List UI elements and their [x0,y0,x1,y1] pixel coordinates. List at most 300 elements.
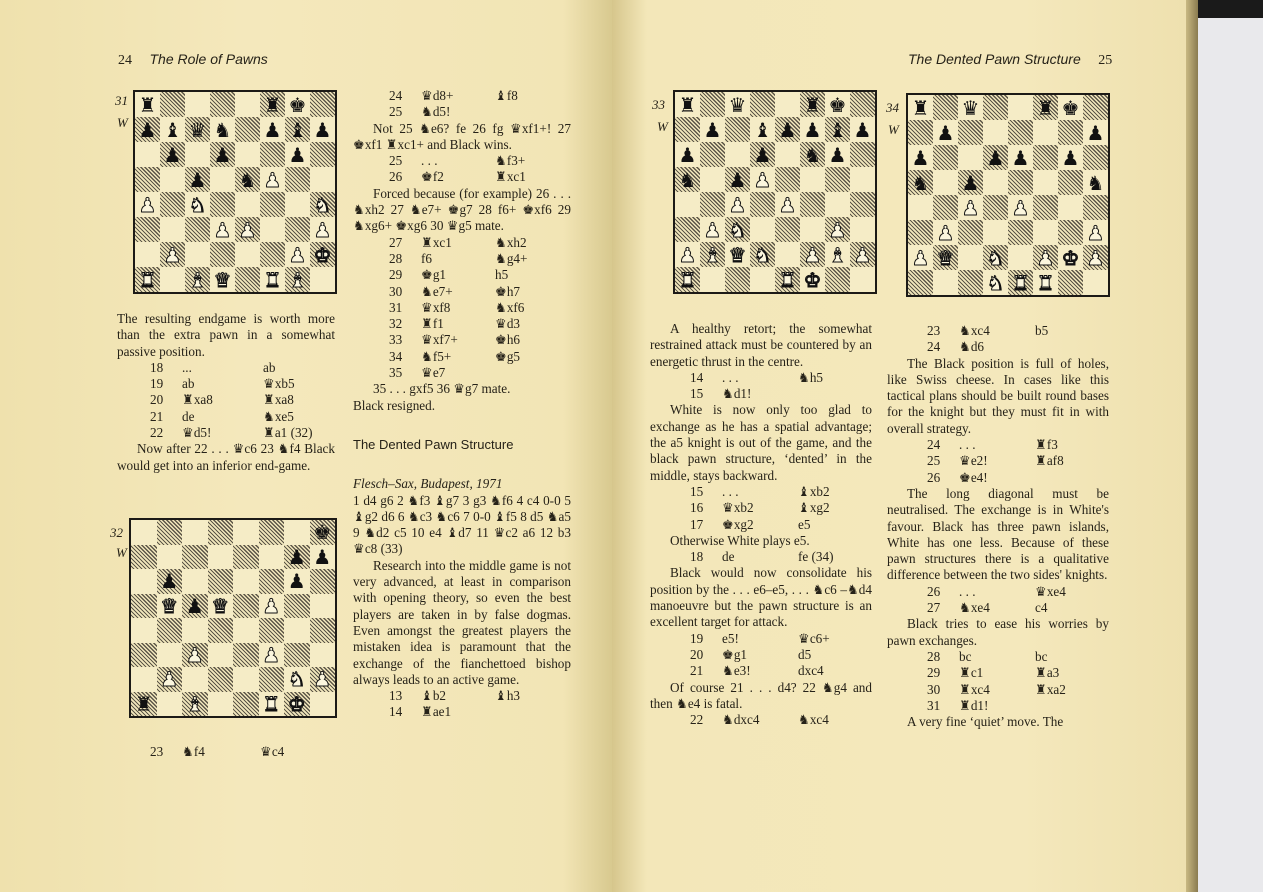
move-list [650,712,872,728]
board-square [310,520,336,545]
white-move: de [722,549,735,565]
move-row [887,649,1109,665]
move-number: 25 [389,104,403,120]
black-pawn-icon: ♟ [185,593,204,618]
board-square [233,520,259,545]
paragraph: The long diagonal must be neutralised. The exchange is in White's favour. Black has three pawn islands, White has one less. Because of these pawn structures there is a qualitative difference between the two sides' knights. [887,485,1109,583]
board-square [259,569,285,594]
board-square [700,92,725,117]
move-number: 32 [389,316,403,332]
black-move: ♛xe4 [1035,583,1066,599]
board-square [259,692,285,717]
black-pawn-icon: ♟ [803,117,822,142]
board-square [1008,270,1033,295]
move-number: 24 [927,339,941,355]
paragraph: 35 . . . gxf5 36 ♛g7 mate. [373,381,511,397]
running-title: The Dented Pawn Structure [908,51,1081,67]
black-move: h5 [495,267,509,283]
black-rook-icon: ♜ [138,92,157,117]
board-square [157,594,183,619]
board-square [259,545,285,570]
black-rook-icon: ♜ [678,92,697,117]
board-square [1058,145,1083,170]
move-number: 30 [389,283,403,299]
chess-board [129,518,337,718]
board-square [700,167,725,192]
white-bishop-icon: ♝ [828,242,847,267]
board-square [285,92,310,117]
white-move: . . . [421,153,438,169]
board-square [260,267,285,292]
move-number: 14 [690,369,704,385]
board-square [259,643,285,668]
board-square [775,192,800,217]
white-move: ♚f2 [421,169,444,185]
board-square [725,117,750,142]
white-knight-icon: ♞ [986,245,1005,270]
black-move: ♝f8 [495,88,518,103]
move-list [650,370,872,403]
board-square [235,142,260,167]
move-number: 28 [389,250,403,266]
board-square [1083,195,1108,220]
black-bishop-icon: ♝ [288,117,307,142]
board-square [933,95,958,120]
white-pawn-icon: ♟ [160,667,179,692]
black-knight-icon: ♞ [911,170,930,195]
board-square [210,167,235,192]
board-square [259,520,285,545]
black-pawn-icon: ♟ [678,142,697,167]
black-move: ♜xa2 [1035,681,1066,697]
diagram-34 [884,93,1114,298]
board-square [310,667,336,692]
board-square [825,92,850,117]
game-header: Flesch–Sax, Budapest, 1971 [353,476,503,492]
board-square [260,242,285,267]
board-square [700,217,725,242]
side-to-move: W [116,545,127,560]
white-pawn-icon: ♟ [778,192,797,217]
board-square [933,195,958,220]
white-knight-icon: ♞ [188,192,207,217]
left-header [118,51,268,69]
page-number: 24 [118,53,132,68]
board-square [825,192,850,217]
white-move: ♛xf7+ [421,332,458,348]
board-square [284,618,310,643]
board-square [825,242,850,267]
move-number: 27 [927,600,941,616]
paragraph: Forced because (for example) 26 . . . ♞xh2 27 ♞e7+ ♚g7 28 f6+ ♚xf6 29 ♞xg6+ ♚xg6 30 ♛g5 mate. [353,185,571,234]
move-row [353,688,571,704]
black-pawn-icon: ♟ [911,145,930,170]
board-square [1008,120,1033,145]
board-square [310,217,335,242]
board-square [157,692,183,717]
move-row [353,284,571,300]
board-square [700,242,725,267]
move-number: 23 [927,323,941,338]
white-move: bc [959,648,972,664]
move-row [887,470,1109,486]
board-square [233,667,259,692]
white-move: ♞dxc4 [722,712,760,728]
board-square [260,192,285,217]
board-square [259,594,285,619]
board-square [983,170,1008,195]
board-square [750,117,775,142]
board-square [182,618,208,643]
white-king-icon: ♚ [287,691,306,716]
black-king-icon: ♚ [313,520,332,545]
move-row [353,104,571,120]
white-knight-icon: ♞ [986,270,1005,295]
board-square [210,242,235,267]
black-knight-icon: ♞ [1086,170,1105,195]
board-square [182,643,208,668]
board-square [131,643,157,668]
board-square [983,195,1008,220]
move-row [353,169,571,185]
board-square [933,245,958,270]
move-row [650,631,872,647]
board-square [800,142,825,167]
black-knight-icon: ♞ [213,117,232,142]
board-square [310,569,336,594]
white-knight-icon: ♞ [287,667,306,692]
board-square [1008,95,1033,120]
board-square [208,569,234,594]
board-square [285,167,310,192]
white-pawn-icon: ♟ [1011,195,1030,220]
white-move: ♜xc1 [421,234,452,250]
move-list [887,649,1109,714]
chess-board [906,93,1110,297]
board-square [825,117,850,142]
diagram-number: 33 [652,97,665,112]
move-row [887,698,1109,714]
move-number: 29 [927,665,941,681]
black-pawn-icon: ♟ [160,569,179,594]
black-move: fe (34) [798,549,834,565]
left-column-1 [117,311,335,474]
white-move: ab [182,376,195,392]
board-square [157,667,183,692]
move-number: 26 [927,583,941,599]
move-number: 31 [389,299,403,315]
board-square [775,142,800,167]
move-list [353,235,571,382]
move-row [353,153,571,169]
board-square [233,643,259,668]
board-square [825,167,850,192]
black-move: ♞g4+ [495,250,528,266]
board-square [850,242,875,267]
board-square [908,220,933,245]
board-square [850,92,875,117]
board-square [235,117,260,142]
black-pawn-icon: ♟ [313,117,332,142]
black-queen-icon: ♛ [188,117,207,142]
white-king-icon: ♚ [313,242,332,267]
move-number: 24 [389,88,403,103]
board-square [725,192,750,217]
page-edge [1186,0,1198,892]
section-heading: The Dented Pawn Structure [353,436,514,452]
board-square [131,520,157,545]
move-list [353,153,571,186]
move-number: 28 [927,648,941,664]
board-square [131,569,157,594]
white-move: . . . [722,483,739,499]
board-square [1033,220,1058,245]
black-bishop-icon: ♝ [828,117,847,142]
move-row [353,704,571,720]
board-square [958,95,983,120]
board-square [983,120,1008,145]
white-move: ♞e3! [722,663,751,679]
black-move: ♜xc1 [495,169,526,185]
board-square [310,618,336,643]
move-row [887,600,1109,616]
black-pawn-icon: ♟ [961,170,980,195]
white-king-icon: ♚ [1061,245,1080,270]
board-square [825,142,850,167]
board-square [675,217,700,242]
board-square [983,270,1008,295]
move-row [353,332,571,348]
white-queen-icon: ♛ [160,593,179,618]
black-rook-icon: ♜ [134,691,153,716]
board-square [285,192,310,217]
board-square [160,92,185,117]
black-move: bc [1035,648,1048,664]
board-square [1008,170,1033,195]
board-square [310,267,335,292]
board-square [135,117,160,142]
board-square [775,242,800,267]
board-square [182,594,208,619]
board-square [933,120,958,145]
move-number: 15 [690,483,704,499]
white-queen-icon: ♛ [211,593,230,618]
board-square [235,267,260,292]
board-square [1008,220,1033,245]
board-square [185,92,210,117]
move-number: 22 [150,425,164,441]
board-square [310,192,335,217]
diagram-number: 34 [886,100,899,115]
board-square [235,167,260,192]
board-square [233,692,259,717]
board-square [284,545,310,570]
board-square [157,618,183,643]
black-move: ♝h3 [495,688,521,704]
board-square [310,117,335,142]
white-pawn-icon: ♟ [313,217,332,242]
chess-board [133,90,337,294]
board-square [958,270,983,295]
move-row [117,409,335,425]
move-number: 22 [690,712,704,728]
move-number: 20 [690,646,704,662]
board-square [775,92,800,117]
board-square [210,92,235,117]
white-pawn-icon: ♟ [961,195,980,220]
white-pawn-icon: ♟ [678,242,697,267]
white-move: ♞xc4 [959,323,990,338]
black-bishop-icon: ♝ [753,117,772,142]
black-move: ♜f3 [1035,437,1058,453]
move-number: 21 [690,663,704,679]
board-square [1033,270,1058,295]
white-move: ♞xe4 [959,600,990,616]
move-list [887,323,1109,356]
move-row [353,365,571,381]
board-square [310,692,336,717]
board-square [208,692,234,717]
board-square [725,267,750,292]
board-square [160,167,185,192]
game-moves: 1 d4 g6 2 ♞f3 ♝g7 3 g3 ♞f6 4 c4 0-0 5 ♝g2 d6 6 ♞c3 ♞c6 7 0-0 ♝f5 8 d5 ♞a5 9 ♞d2 c5 10 e4 ♝d7 11 ♛c2 a6 12 b3 ♛c8 (33) [353,492,571,557]
background [1198,0,1263,892]
board-square [750,192,775,217]
board-square [750,217,775,242]
board-square [675,167,700,192]
board-square [259,667,285,692]
board-square [210,117,235,142]
board-square [235,92,260,117]
move-number: 27 [389,234,403,250]
board-square [185,267,210,292]
black-move: ♛d3 [495,316,521,332]
board-square [210,192,235,217]
board-square [131,545,157,570]
black-move: ♛xb5 [263,376,295,392]
board-square [750,142,775,167]
board-square [310,643,336,668]
board-square [310,242,335,267]
move-row [353,88,571,104]
board-square [284,667,310,692]
board-square [160,117,185,142]
board-square [135,192,160,217]
right-header [908,51,1112,69]
board-square [160,267,185,292]
board-square [310,545,336,570]
board-square [284,520,310,545]
white-move: ♛xf8 [421,299,451,315]
board-square [1033,145,1058,170]
black-pawn-icon: ♟ [213,142,232,167]
board-square [983,245,1008,270]
white-pawn-icon: ♟ [828,217,847,242]
white-move: ♞e7+ [421,283,453,299]
board-square [285,242,310,267]
black-pawn-icon: ♟ [1086,120,1105,145]
move-row [353,267,571,283]
move-number: 26 [389,169,403,185]
black-pawn-icon: ♟ [1011,145,1030,170]
black-pawn-icon: ♟ [188,167,207,192]
black-move: c4 [1035,600,1048,616]
white-pawn-icon: ♟ [213,217,232,242]
board-square [725,167,750,192]
paragraph: Not 25 ♞e6? fe 26 fg ♛xf1+! 27 ♚xf1 ♜xc1+ and Black wins. [353,120,571,152]
board-square [284,594,310,619]
board-square [1058,170,1083,195]
board-square [800,117,825,142]
board-square [675,117,700,142]
diagram-32 [108,516,338,722]
board-square [310,167,335,192]
paragraph: Black would now consolidate his position by the . . . e6–e5, . . . ♞c6 –♞d4 manoeuvre but the pawn structure is an excellent target for attack. [650,565,872,630]
board-square [208,667,234,692]
board-square [675,192,700,217]
board-square [958,220,983,245]
paragraph: Otherwise White plays e5. [670,532,810,548]
board-square [233,618,259,643]
board-square [700,142,725,167]
board-square [1033,95,1058,120]
black-move: e5 [798,516,811,532]
board-square [825,217,850,242]
white-rook-icon: ♜ [1036,270,1055,295]
side-to-move: W [657,119,668,134]
white-pawn-icon: ♟ [936,220,955,245]
board-square [1033,245,1058,270]
board-square [700,117,725,142]
board-square [908,170,933,195]
right-page [612,0,1195,892]
move-row [887,437,1109,453]
board-square [260,92,285,117]
white-pawn-icon: ♟ [163,242,182,267]
white-pawn-icon: ♟ [803,242,822,267]
left-page [0,0,612,892]
black-move: ♜a3 [1035,665,1060,681]
white-pawn-icon: ♟ [238,217,257,242]
board-square [800,92,825,117]
black-rook-icon: ♜ [803,92,822,117]
white-move: ♛e2! [959,453,988,469]
board-square [285,267,310,292]
black-move: ♚g5 [495,348,521,364]
black-pawn-icon: ♟ [1061,145,1080,170]
white-rook-icon: ♜ [138,267,157,292]
white-bishop-icon: ♝ [703,242,722,267]
board-square [908,145,933,170]
white-move: de [182,408,195,424]
board-square [1058,220,1083,245]
board-square [1058,270,1083,295]
white-pawn-icon: ♟ [138,192,157,217]
white-pawn-icon: ♟ [288,242,307,267]
board-square [958,195,983,220]
board-square [800,167,825,192]
black-move: b5 [1035,323,1049,338]
board-square [1083,270,1108,295]
black-pawn-icon: ♟ [288,142,307,167]
board-square [850,142,875,167]
black-pawn-icon: ♟ [138,117,157,142]
move-number: 21 [150,408,164,424]
board-square [182,692,208,717]
move-row [150,744,340,760]
board-square [675,142,700,167]
board-square [210,217,235,242]
